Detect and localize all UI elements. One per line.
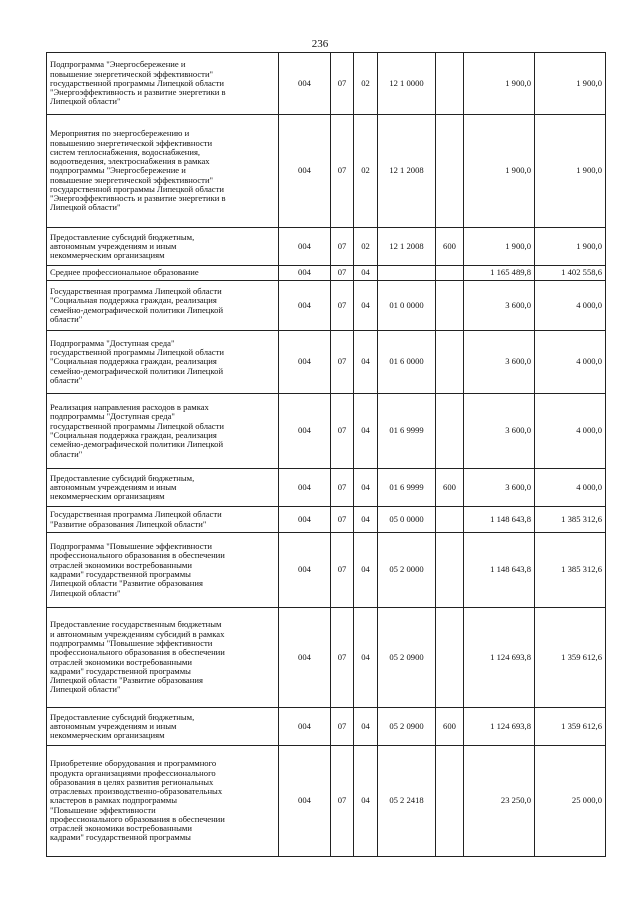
table-row (47, 608, 606, 708)
expense-type-code (436, 53, 464, 115)
amount-year-2: 1 900,0 (535, 228, 606, 266)
subsection-code: 04 (354, 507, 378, 533)
expense-type-code (436, 394, 464, 469)
section-code: 07 (331, 331, 354, 394)
subsection-code: 04 (354, 266, 378, 281)
subsection-code: 02 (354, 115, 378, 228)
subsection-code: 02 (354, 53, 378, 115)
ministry-code: 004 (279, 266, 331, 281)
row-name: Подпрограмма "Доступная среда" государственной программы Липецкой области "Социальная поддержка граждан, реализация семейно-демографической политики Липецкой области" (47, 331, 279, 394)
subsection-code: 04 (354, 394, 378, 469)
section-code: 07 (331, 533, 354, 608)
section-code: 07 (331, 469, 354, 507)
section-code: 07 (331, 53, 354, 115)
subsection-code: 04 (354, 533, 378, 608)
amount-year-1: 23 250,0 (464, 746, 535, 857)
ministry-code: 004 (279, 281, 331, 331)
amount-year-1: 3 600,0 (464, 469, 535, 507)
table-row (47, 394, 606, 469)
subsection-code: 02 (354, 228, 378, 266)
table-row (47, 469, 606, 507)
amount-year-1: 1 124 693,8 (464, 608, 535, 708)
subsection-code: 04 (354, 281, 378, 331)
row-name: Государственная программа Липецкой области "Социальная поддержка граждан, реализация семейно-демографической политики Липецкой области" (47, 281, 279, 331)
target-article-code (378, 266, 436, 281)
amount-year-1: 3 600,0 (464, 394, 535, 469)
ministry-code: 004 (279, 533, 331, 608)
amount-year-1: 1 900,0 (464, 115, 535, 228)
row-name: Реализация направления расходов в рамках подпрограммы "Доступная среда" государственной программы Липецкой области "Социальная поддержка граждан, реализация семейно-демографической политики Липецкой области" (47, 394, 279, 469)
amount-year-2: 4 000,0 (535, 469, 606, 507)
amount-year-2: 1 900,0 (535, 115, 606, 228)
expense-type-code (436, 746, 464, 857)
ministry-code: 004 (279, 394, 331, 469)
ministry-code: 004 (279, 708, 331, 746)
row-name: Подпрограмма "Повышение эффективности профессионального образования в обеспечении отраслей экономики востребованными кадрами" государственной программы Липецкой области "Развитие образования Липецкой области" (47, 533, 279, 608)
target-article-code: 01 6 0000 (378, 331, 436, 394)
table-row (47, 53, 606, 115)
table-row (47, 266, 606, 281)
subsection-code: 04 (354, 469, 378, 507)
amount-year-1: 1 900,0 (464, 228, 535, 266)
target-article-code: 12 1 2008 (378, 115, 436, 228)
section-code: 07 (331, 394, 354, 469)
budget-table (46, 52, 606, 857)
target-article-code: 01 6 9999 (378, 469, 436, 507)
subsection-code: 04 (354, 608, 378, 708)
section-code: 07 (331, 115, 354, 228)
table-row (47, 331, 606, 394)
row-name: Государственная программа Липецкой области "Развитие образования Липецкой области" (47, 507, 279, 533)
expense-type-code (436, 608, 464, 708)
amount-year-2: 1 402 558,6 (535, 266, 606, 281)
amount-year-1: 3 600,0 (464, 281, 535, 331)
amount-year-2: 4 000,0 (535, 331, 606, 394)
subsection-code: 04 (354, 331, 378, 394)
table-row (47, 507, 606, 533)
table-row (47, 746, 606, 857)
table-row (47, 228, 606, 266)
table-row (47, 533, 606, 608)
target-article-code: 01 0 0000 (378, 281, 436, 331)
amount-year-2: 1 900,0 (535, 53, 606, 115)
section-code: 07 (331, 507, 354, 533)
amount-year-1: 1 900,0 (464, 53, 535, 115)
amount-year-2: 1 359 612,6 (535, 708, 606, 746)
section-code: 07 (331, 608, 354, 708)
amount-year-2: 1 385 312,6 (535, 507, 606, 533)
subsection-code: 04 (354, 708, 378, 746)
ministry-code: 004 (279, 228, 331, 266)
subsection-code: 04 (354, 746, 378, 857)
expense-type-code: 600 (436, 228, 464, 266)
row-name: Предоставление субсидий бюджетным, автономным учреждениям и иным некоммерческим организациям (47, 469, 279, 507)
target-article-code: 05 2 0900 (378, 708, 436, 746)
target-article-code: 12 1 0000 (378, 53, 436, 115)
expense-type-code (436, 115, 464, 228)
ministry-code: 004 (279, 115, 331, 228)
target-article-code: 05 0 0000 (378, 507, 436, 533)
section-code: 07 (331, 281, 354, 331)
expense-type-code (436, 507, 464, 533)
section-code: 07 (331, 746, 354, 857)
amount-year-1: 3 600,0 (464, 331, 535, 394)
target-article-code: 05 2 0000 (378, 533, 436, 608)
row-name: Предоставление субсидий бюджетным, автономным учреждениям и иным некоммерческим организациям (47, 708, 279, 746)
row-name: Мероприятия по энергосбережению и повышению энергетической эффективности систем теплоснабжения, водоснабжения, водоотведения, электроснабжения в рамках подпрограммы "Энергосбережение и повышение энергетической эффективности" государственной программы Липецкой области "Энергоэффективность и развитие энергетики в Липецкой области" (47, 115, 279, 228)
expense-type-code (436, 331, 464, 394)
row-name: Предоставление субсидий бюджетным, автономным учреждениям и иным некоммерческим организациям (47, 228, 279, 266)
ministry-code: 004 (279, 53, 331, 115)
table-row (47, 708, 606, 746)
expense-type-code: 600 (436, 708, 464, 746)
amount-year-1: 1 148 643,8 (464, 507, 535, 533)
target-article-code: 05 2 2418 (378, 746, 436, 857)
amount-year-1: 1 148 643,8 (464, 533, 535, 608)
section-code: 07 (331, 228, 354, 266)
row-name: Подпрограмма "Энергосбережение и повышение энергетической эффективности" государственной программы Липецкой области "Энергоэффективность и развитие энергетики в Липецкой области" (47, 53, 279, 115)
expense-type-code (436, 533, 464, 608)
amount-year-2: 1 359 612,6 (535, 608, 606, 708)
expense-type-code (436, 266, 464, 281)
expense-type-code (436, 281, 464, 331)
table-row (47, 115, 606, 228)
page-number: 236 (311, 38, 329, 50)
section-code: 07 (331, 266, 354, 281)
amount-year-1: 1 124 693,8 (464, 708, 535, 746)
amount-year-2: 1 385 312,6 (535, 533, 606, 608)
target-article-code: 01 6 9999 (378, 394, 436, 469)
target-article-code: 05 2 0900 (378, 608, 436, 708)
amount-year-2: 25 000,0 (535, 746, 606, 857)
table-row (47, 281, 606, 331)
row-name: Предоставление государственным бюджетным и автономным учреждениям субсидий в рамках подпрограммы "Повышение эффективности профессионального образования в обеспечении отраслей экономики востребованными кадрами" государственной программы Липецкой области "Развитие образования Липецкой области" (47, 608, 279, 708)
target-article-code: 12 1 2008 (378, 228, 436, 266)
ministry-code: 004 (279, 469, 331, 507)
ministry-code: 004 (279, 608, 331, 708)
ministry-code: 004 (279, 331, 331, 394)
amount-year-2: 4 000,0 (535, 394, 606, 469)
amount-year-2: 4 000,0 (535, 281, 606, 331)
ministry-code: 004 (279, 746, 331, 857)
row-name: Среднее профессиональное образование (47, 266, 279, 281)
ministry-code: 004 (279, 507, 331, 533)
row-name: Приобретение оборудования и программного продукта организациями профессионального образования в целях развития региональных отраслевых производственно-образовательных кластеров в рамках подпрограммы "Повышение эффективности профессионального образования в обеспечении отраслей экономики востребованными кадрами" государственной программы (47, 746, 279, 857)
section-code: 07 (331, 708, 354, 746)
expense-type-code: 600 (436, 469, 464, 507)
amount-year-1: 1 165 489,8 (464, 266, 535, 281)
